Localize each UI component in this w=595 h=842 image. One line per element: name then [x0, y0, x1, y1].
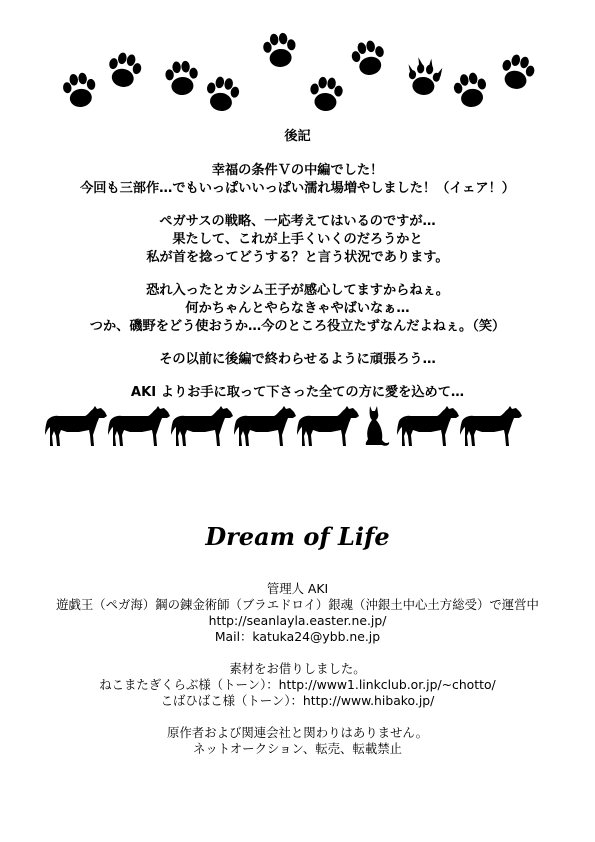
paw-icon: [262, 32, 298, 69]
afterword-paragraph-2: [0, 213, 595, 267]
admin-line: 管理人 AKI: [266, 581, 329, 596]
afterword-paragraph-3: [0, 282, 595, 336]
paw-icon: [349, 38, 388, 78]
material-credit: ねこまたぎくらぶ様（トーン）：http://www1.linkclub.or.jp/~chotto/: [99, 677, 496, 692]
afterword: [0, 128, 595, 417]
afterword-line: つか、磯野をどう使おうか…今のところ役立たずなんだよねぇ。（笑）: [89, 319, 506, 334]
resale-notice: ネットオークション、転売、転載禁止: [192, 741, 403, 756]
dog-icon: [45, 406, 107, 446]
circle-title: Dream of Life: [205, 522, 390, 551]
disclaimer: 原作者および関連会社と関わりはありません。: [167, 725, 428, 740]
paw-icon: [203, 75, 241, 114]
paw-prints-row: [0, 0, 595, 130]
afterword-line: ペガサスの戦略、一応考えてはいるのですが…: [159, 214, 436, 229]
genre-line: 遊戯王（ペガ海）鋼の錬金術師（ブラエドロイ）銀魂（沖銀土中心土方総受）で運営中: [56, 597, 539, 612]
dog-silhouettes-row: [45, 400, 525, 450]
materials-info: [0, 661, 595, 709]
afterword-line: AKI よりお手に取って下さった全ての方に愛を込めて…: [130, 385, 465, 400]
dog-icon: [397, 406, 459, 446]
credits: [0, 581, 595, 773]
afterword-line: 私が首を捻ってどうする？と言う状況であります。: [146, 250, 449, 265]
paw-icon: [452, 71, 490, 110]
cat-paw-icon: [406, 56, 444, 96]
afterword-line: 恐れ入ったとカシム王子が感心してますからねぇ。: [146, 283, 449, 298]
afterword-line: 何かちゃんとやらなきゃやばいなぁ…: [185, 301, 410, 316]
paw-icon: [61, 71, 98, 109]
dog-icon: [171, 406, 233, 446]
paw-icon: [105, 50, 144, 90]
cat-icon: [366, 406, 389, 446]
afterword-line: 今回も三部作…でもいっぱいいっぱい濡れ場増やしました！（イェア！）: [80, 181, 515, 196]
paw-icon: [309, 76, 344, 112]
dog-icon: [297, 406, 359, 446]
site-url[interactable]: http://seanlayla.easter.ne.jp/: [208, 613, 387, 628]
site-info: [0, 581, 595, 645]
dog-icon: [460, 406, 522, 446]
afterword-line: 果たして、これが上手くいくのだろうかと: [172, 232, 423, 247]
mail-line[interactable]: Mail：katuka24@ybb.ne.jp: [214, 629, 381, 644]
dog-icon: [108, 406, 170, 446]
afterword-line: その以前に後編で終わらせるように頑張ろう…: [159, 352, 436, 367]
material-credit: こばひばこ様（トーン）：http://www.hibako.jp/: [160, 693, 435, 708]
paw-icon: [498, 52, 538, 93]
afterword-line: 幸福の条件Ｖの中編でした！: [211, 163, 384, 178]
legal-info: [0, 725, 595, 757]
afterword-paragraph-4: [0, 351, 595, 369]
materials-heading: 素材をお借りしました。: [229, 661, 366, 676]
dog-icon: [234, 406, 296, 446]
paw-icon: [165, 60, 200, 96]
afterword-paragraph-1: [0, 162, 595, 198]
afterword-title: 後記: [284, 129, 311, 144]
